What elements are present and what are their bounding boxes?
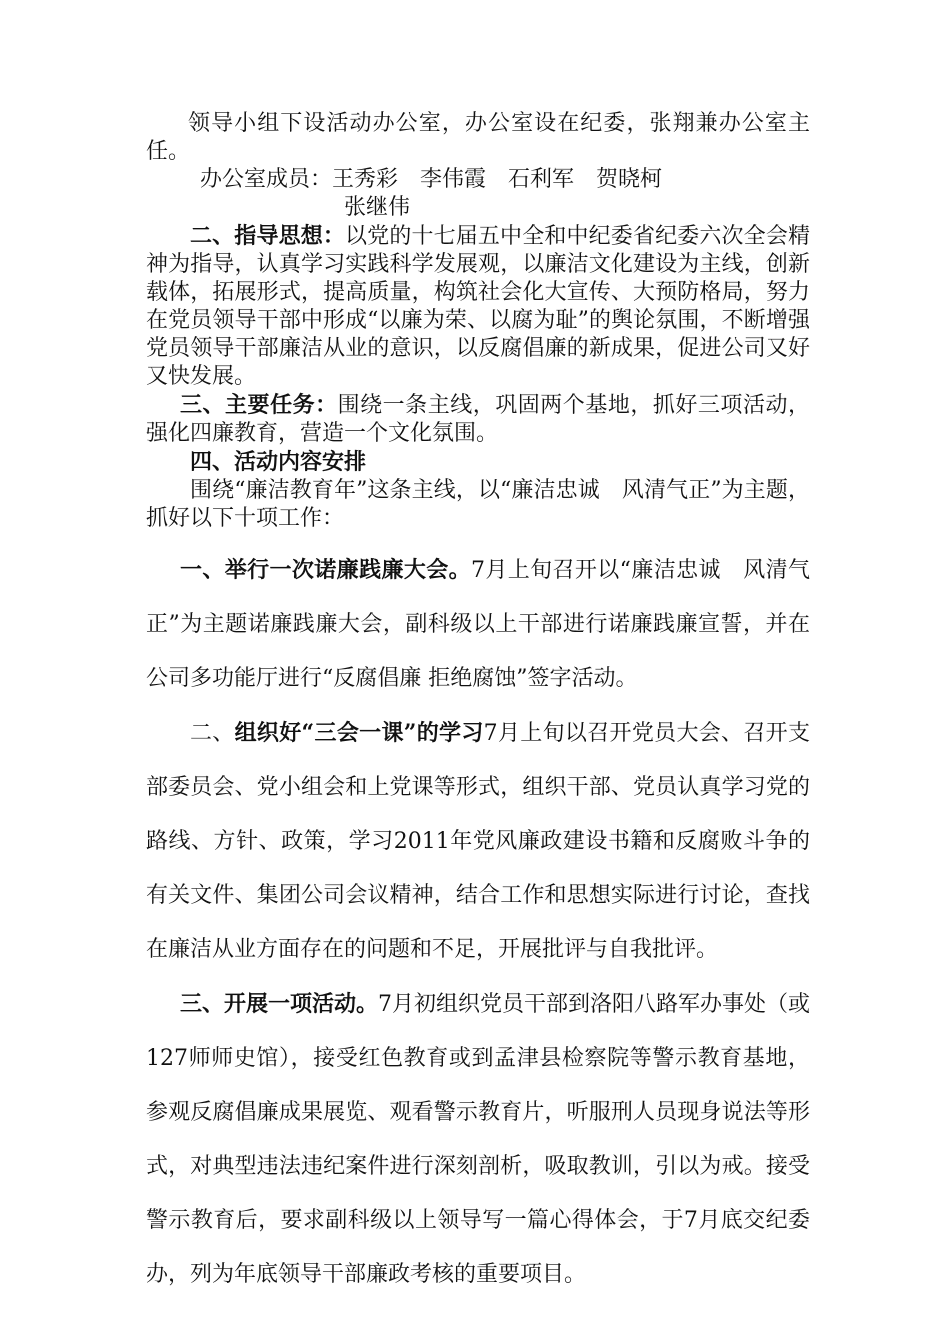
section-3-body: 围绕一条主线，巩固两个基地，抓好三项活动，强化四廉教育，营造一个文化氛围。	[146, 393, 810, 446]
members-row-1	[200, 166, 810, 194]
item-2-prefix: 二、	[190, 721, 235, 746]
office-paragraph: 领导小组下设活动办公室，办公室设在纪委，张翔兼办公室主任。	[146, 111, 810, 164]
item-1-body: 7月上旬召开以“廉洁忠诚 风清气正”为主题诺廉践廉大会，副科级以上干部进行诺廉践廉宣誓，并在公司多功能厅进行“反腐倡廉 拒绝腐蚀”签字活动。	[146, 558, 810, 691]
document-page	[146, 110, 810, 1302]
item-1-paragraph	[146, 543, 810, 706]
section-3-heading: 三、主要任务：	[180, 392, 338, 418]
item-3-heading: 三、开展一项活动。	[180, 991, 379, 1017]
section-2-body: 以党的十七届五中全和中纪委省纪委六次全会精神为指导，认真学习实践科学发展观，以廉洁文化建设为主线，创新载体，拓展形式，提高质量，构筑社会化大宣传、大预防格局，努力在党员领导干部中形成“以廉为荣、以腐为耻”的舆论氛围，不断增强党员领导干部廉洁从业的意识，以反腐倡廉的新成果，促进公司又好又快发展。	[146, 224, 810, 389]
section-4-heading: 四、活动内容安排	[190, 449, 367, 475]
members-names-1: 王秀彩 李伟霞 石利军 贺晓柯	[332, 167, 663, 192]
members-row-2: 张继伟	[344, 195, 411, 220]
members-label: 办公室成员：	[200, 167, 333, 192]
section-guiding-thought	[146, 222, 810, 391]
section-4-intro: 围绕“廉洁教育年”这条主线，以“廉洁忠诚 风清气正”为主题，抓好以下十项工作：	[146, 478, 810, 531]
section-2-heading: 二、指导思想：	[190, 223, 346, 249]
item-2-body: 7月上旬以召开党员大会、召开支部委员会、党小组会和上党课等形式，组织干部、党员认真学习党的路线、方针、政策，学习2011年党风廉政建设书籍和反腐败斗争的有关文件、集团公司会议精神，结合工作和思想实际进行讨论，查找在廉洁从业方面存在的问题和不足，开展批评与自我批评。	[146, 721, 810, 962]
item-3-body: 7月初组织党员干部到洛阳八路军办事处（或127师师史馆），接受红色教育或到孟津县检察院等警示教育基地，参观反腐倡廉成果展览、观看警示教育片，听服刑人员现身说法等形式，对典型违法违纪案件进行深刻剖析，吸取教训，引以为戒。接受警示教育后，要求副科级以上领导写一篇心得体会，于7月底交纪委办，列为年底领导干部廉政考核的重要项目。	[146, 992, 811, 1287]
office-members	[146, 166, 810, 222]
item-3-paragraph	[146, 977, 810, 1302]
item-2-paragraph	[146, 706, 810, 977]
item-1-heading: 一、举行一次诺廉践廉大会。	[180, 557, 471, 583]
item-2-heading: 组织好“三会一课”的学习	[234, 720, 484, 746]
section-main-tasks	[146, 391, 810, 448]
